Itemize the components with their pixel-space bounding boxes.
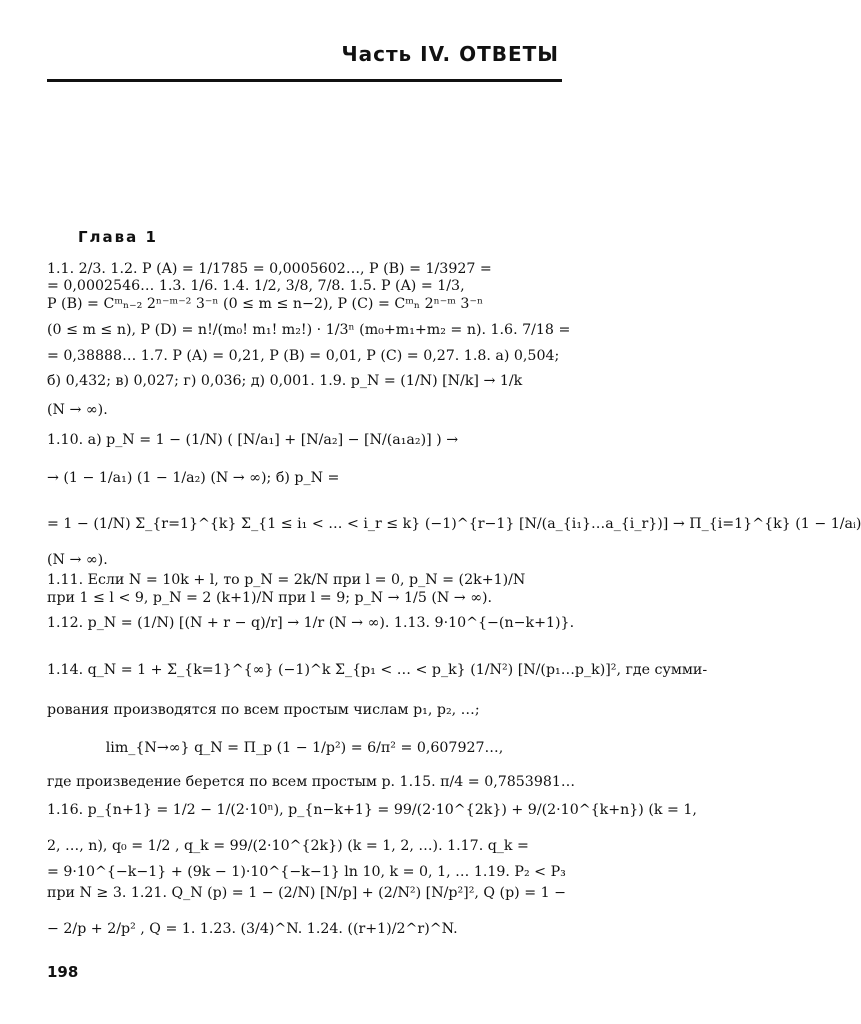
answer-line: P (B) = Cᵐₙ₋₂ 2ⁿ⁻ᵐ⁻² 3⁻ⁿ (0 ≤ m ≤ n−2), P (C) = Cᵐₙ 2ⁿ⁻ᵐ 3⁻ⁿ <box>47 296 484 312</box>
answer-line: 1.12. p_N = (1/N) [(N + r − q)/r] → 1/r (N → ∞). 1.13. 9·10^{−(n−k+1)}. <box>47 615 575 631</box>
answer-line: lim_{N→∞} q_N = Π_p (1 − 1/p²) = 6/π² = 0,607927…, <box>105 740 504 756</box>
header-rule <box>47 79 562 82</box>
answer-line: 1.11. Если N = 10k + l, то p_N = 2k/N при l = 0, p_N = (2k+1)/N <box>47 572 526 588</box>
running-header: Часть IV. ОТВЕТЫ <box>341 42 559 66</box>
answer-line: = 9·10^{−k−1} + (9k − 1)·10^{−k−1} ln 10, k = 0, 1, … 1.19. P₂ < P₃ <box>47 864 566 880</box>
answer-line: − 2/p + 2/p² , Q = 1. 1.23. (3/4)^N. 1.24. ((r+1)/2^r)^N. <box>47 921 458 937</box>
answer-line: 1.1. 2/3. 1.2. P (A) = 1/1785 = 0,0005602…, P (B) = 1/3927 = <box>47 261 492 277</box>
answer-line: → (1 − 1/a₁) (1 − 1/a₂) (N → ∞); б) p_N = <box>47 470 340 486</box>
answer-line: (N → ∞). <box>47 402 108 418</box>
chapter-heading: Глава 1 <box>78 228 158 246</box>
page-number: 198 <box>47 963 79 981</box>
answer-line: = 1 − (1/N) Σ_{r=1}^{k} Σ_{1 ≤ i₁ < … < i_r ≤ k} (−1)^{r−1} [N/(a_{i₁}…a_{i_r})] → Π_{i=1}^{k} (1 − 1/aᵢ) <box>47 516 861 532</box>
answer-line: при 1 ≤ l < 9, p_N = 2 (k+1)/N при l = 9; p_N → 1/5 (N → ∞). <box>47 590 493 606</box>
answer-line: = 0,38888… 1.7. P (A) = 0,21, P (B) = 0,01, P (C) = 0,27. 1.8. а) 0,504; <box>47 348 560 364</box>
answer-line: 1.10. а) p_N = 1 − (1/N) ( [N/a₁] + [N/a₂] − [N/(a₁a₂)] ) → <box>47 432 459 448</box>
answer-line: где произведение берется по всем простым p. 1.15. π/4 = 0,7853981… <box>47 774 576 790</box>
answer-line: 2, …, n), q₀ = 1/2 , q_k = 99/(2·10^{2k}) (k = 1, 2, …). 1.17. q_k = <box>47 838 529 854</box>
answer-line: рования производятся по всем простым числам p₁, p₂, …; <box>47 702 480 718</box>
answer-line: (0 ≤ m ≤ n), P (D) = n!/(m₀! m₁! m₂!) · 1/3ⁿ (m₀+m₁+m₂ = n). 1.6. 7/18 = <box>47 322 571 338</box>
answer-line: при N ≥ 3. 1.21. Q_N (p) = 1 − (2/N) [N/p] + (2/N²) [N/p²]², Q (p) = 1 − <box>47 885 567 901</box>
answer-line: = 0,0002546… 1.3. 1/6. 1.4. 1/2, 3/8, 7/8. 1.5. P (A) = 1/3, <box>47 278 465 294</box>
answer-line: (N → ∞). <box>47 552 108 568</box>
answer-line: 1.16. p_{n+1} = 1/2 − 1/(2·10ⁿ), p_{n−k+1} = 99/(2·10^{2k}) + 9/(2·10^{k+n}) (k = 1, <box>47 802 697 818</box>
answer-line: 1.14. q_N = 1 + Σ_{k=1}^{∞} (−1)^k Σ_{p₁ < … < p_k} (1/N²) [N/(p₁…p_k)]², где сумми- <box>47 662 708 678</box>
answer-line: б) 0,432; в) 0,027; г) 0,036; д) 0,001. 1.9. p_N = (1/N) [N/k] → 1/k <box>47 373 523 389</box>
